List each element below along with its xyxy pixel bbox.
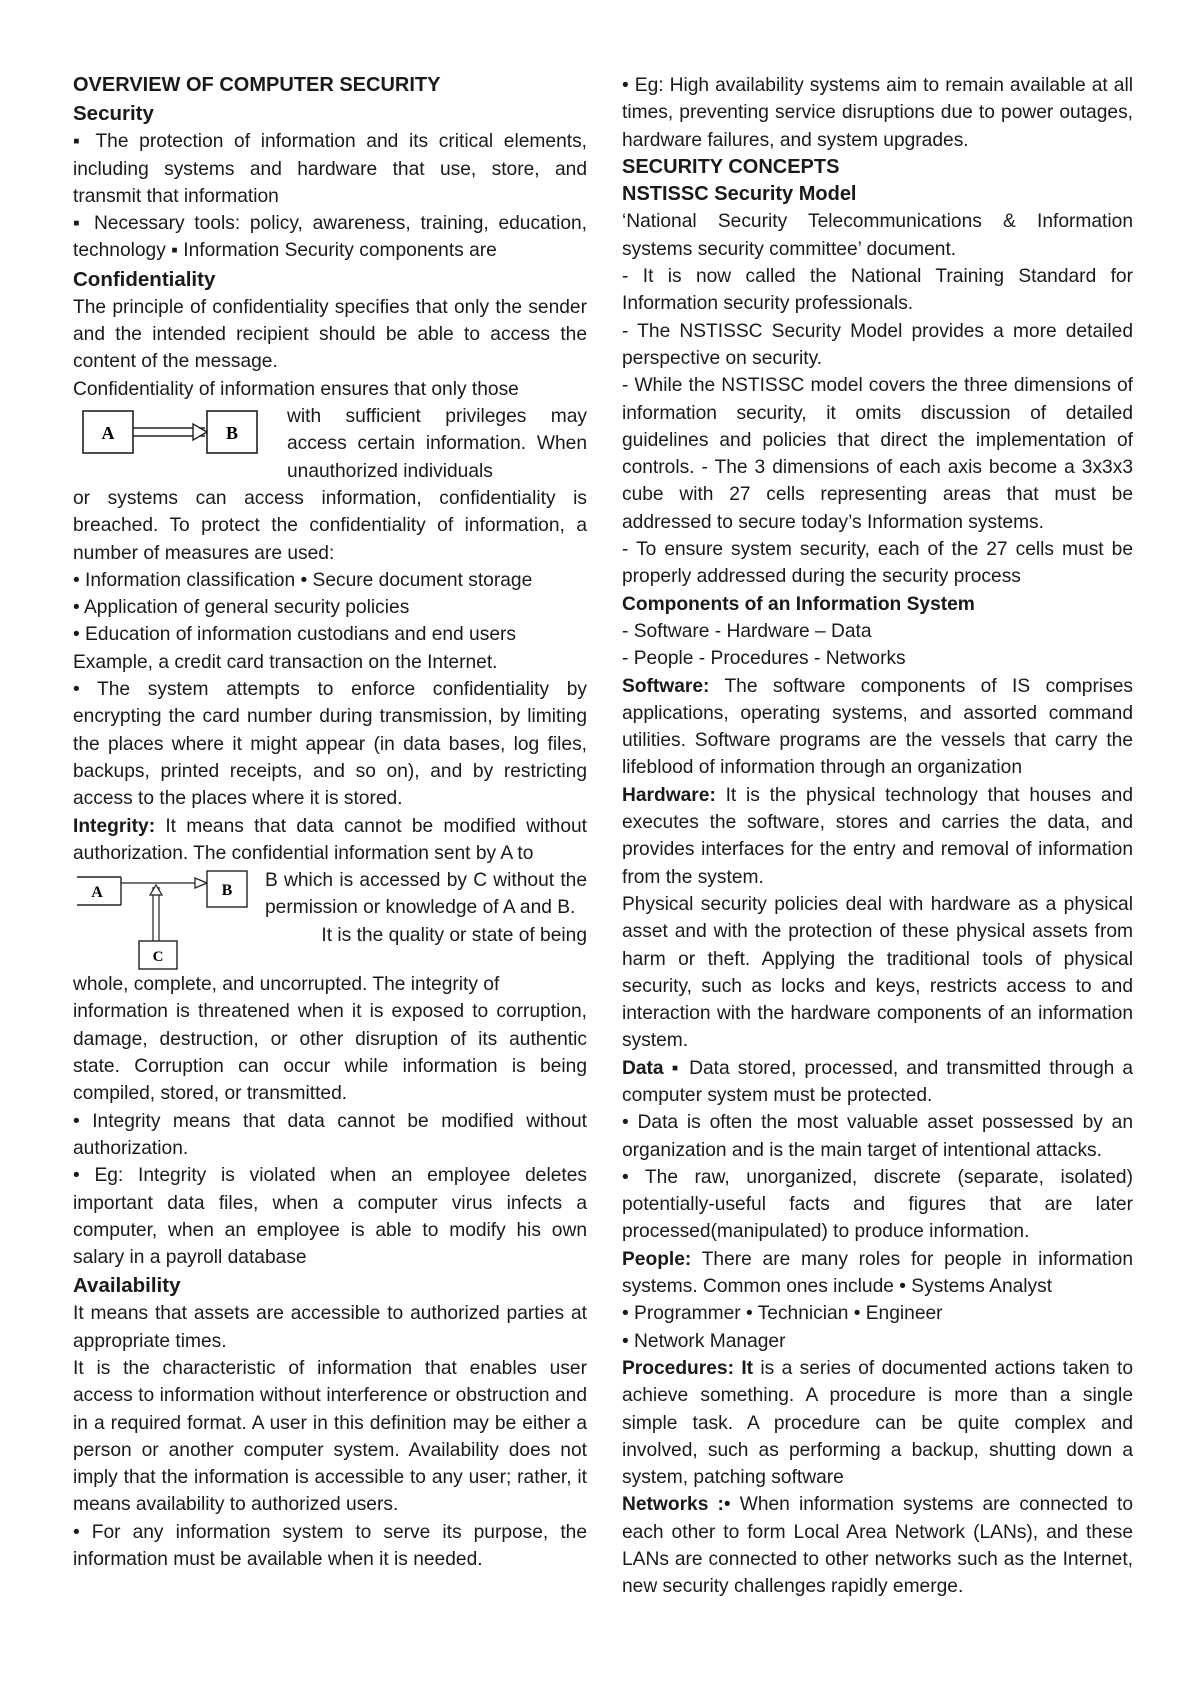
physical-security-paragraph: Physical security policies deal with hardware as a physical asset and with the protection of these physical assets from harm or theft. Applying the traditional tools of physical security, such as locks and keys, restricts access to and interaction with the hardware components of an information system. — [622, 893, 1133, 1052]
confidentiality-intro: Confidentiality of information ensures that only those — [73, 378, 519, 400]
hardware-paragraph — [622, 782, 1133, 891]
integrity-label: Integrity: — [73, 815, 156, 837]
data-text: ▪ Data stored, processed, and transmitted through a computer system must be protected. — [622, 1057, 1133, 1106]
integrity-wrap-text: B which is accessed by C without the permission or knowledge of A and B. — [265, 870, 587, 919]
page-title: OVERVIEW OF COMPUTER SECURITY — [73, 74, 441, 96]
data-bullet: • Data is often the most valuable asset possessed by an organization and is the main target of intentional attacks. — [622, 1112, 1133, 1161]
hardware-text: It is the physical technology that houses and executes the software, stores and carries the data, and provides interfaces for the entry and removal of information from the system. — [622, 784, 1133, 888]
components-list-line: - Software - Hardware – Data — [622, 620, 872, 642]
networks-label: Networks : — [622, 1494, 724, 1516]
software-text: The software components of IS comprises applications, operating systems, and assorted command utilities. Software programs are the vessels that carry the lifeblood of information through an organization — [622, 675, 1133, 779]
integrity-wrap-text-2: It is the quality or state of being — [321, 924, 587, 946]
networks-text: • When information systems are connected to each other to form Local Area Network (LANs), and these LANs are connected to other networks such as the Internet, new security challenges rapidly emerge. — [622, 1494, 1134, 1598]
confidentiality-diagram-svg — [73, 403, 287, 485]
availability-heading: Availability — [73, 1274, 181, 1298]
integrity-example-bullet: • Eg: Integrity is violated when an employee deletes important data files, when a computer virus infects a computer, when an employee is able to modify his own salary in a payroll database — [73, 1165, 587, 1269]
measure-item: • Information classification • Secure document storage — [73, 569, 533, 591]
components-list-line: - People - Procedures - Networks — [622, 648, 906, 670]
model-paragraph: - To ensure system security, each of the 27 cells must be properly addressed during the security process — [622, 539, 1133, 588]
software-label: Software: — [622, 675, 710, 697]
arrow-head — [193, 424, 207, 440]
integrity-text: It means that data cannot be modified without authorization. The confidential information sent by A to — [73, 815, 587, 864]
box-a-label: A — [91, 884, 103, 902]
software-paragraph — [622, 673, 1133, 782]
availability-paragraph: It means that assets are accessible to authorized parties at appropriate times. — [73, 1303, 587, 1352]
example-line: Example, a credit card transaction on the Internet. — [73, 651, 498, 673]
people-text: There are many roles for people in information systems. Common ones include • Systems Analyst — [622, 1248, 1133, 1298]
data-bullet: • The raw, unorganized, discrete (separate, isolated) potentially-useful facts and figures that are later processed(manipulated) to produce information. — [622, 1166, 1133, 1243]
integrity-threat-paragraph: information is threatened when it is exposed to corruption, damage, destruction, or other disruption of its authentic state. Corruption can occur while information is being compiled, stored, or transmitted. — [73, 1001, 587, 1105]
procedures-paragraph — [622, 1355, 1133, 1491]
confidentiality-wrap-text: with sufficient privileges may access certain information. When unauthorized individuals — [287, 405, 587, 482]
integrity-diagram — [73, 867, 265, 971]
integrity-paragraph — [73, 813, 587, 868]
confidentiality-continued: or systems can access information, confidentiality is breached. To protect the confidentiality of information, a number of measures are used: — [73, 487, 587, 564]
data-label: Data — [622, 1057, 664, 1079]
security-paragraph: ▪ The protection of information and its critical elements, including systems and hardware that use, store, and transmit that information — [73, 131, 587, 207]
model-paragraph: - It is now called the National Training Standard for Information security professionals. — [622, 266, 1133, 315]
c-arrow-head — [150, 885, 162, 895]
integrity-diagram-svg — [73, 867, 265, 971]
data-paragraph — [622, 1055, 1133, 1110]
box-c-label: C — [152, 949, 164, 966]
components-heading: Components of an Information System — [622, 593, 975, 615]
security-heading: Security — [73, 102, 154, 126]
confidentiality-diagram — [73, 403, 287, 485]
example-bullet: • The system attempts to enforce confidentiality by encrypting the card number during transmission, by limiting the places where it might appear (in data bases, log files, backups, printed receipts, and so on), and by restricting access to the places where it is stored. — [73, 679, 587, 810]
model-paragraph: - The NSTISSC Security Model provides a more detailed perspective on security. — [622, 320, 1133, 369]
left-column — [73, 72, 587, 1573]
box-b-label: B — [221, 882, 233, 900]
people-roles-line: • Network Manager — [622, 1330, 786, 1352]
security-tools-paragraph: ▪ Necessary tools: policy, awareness, training, education, technology ▪ Information Security components are — [73, 213, 587, 262]
availability-example: • Eg: High availability systems aim to remain available at all times, preventing service disruptions due to power outages, hardware failures, and system upgrades. — [622, 75, 1133, 151]
security-concepts-heading: SECURITY CONCEPTS — [622, 155, 840, 178]
model-paragraph: ‘National Security Telecommunications & Information systems security committee’ document. — [622, 211, 1133, 260]
measure-item: • Application of general security policies — [73, 597, 410, 619]
availability-bullet: • For any information system to serve its purpose, the information must be available when it is needed. — [73, 1521, 587, 1571]
a-to-b-arrow-head — [195, 878, 207, 888]
confidentiality-heading: Confidentiality — [73, 267, 216, 291]
nstissc-model-heading: NSTISSC Security Model — [622, 183, 857, 206]
box-b-label: B — [225, 422, 239, 443]
right-column — [622, 72, 1133, 1601]
integrity-bullet: • Integrity means that data cannot be modified without authorization. — [73, 1110, 587, 1159]
model-paragraph: - While the NSTISSC model covers the three dimensions of information security, it omits discussion of detailed guidelines and policies that direct the implementation of controls. - The 3 dimensions of each axis become a 3x3x3 cube with 27 cells representing areas that must be addressed to secure today’s Information systems. — [622, 375, 1133, 533]
hardware-label: Hardware: — [622, 784, 716, 806]
people-label: People: — [622, 1248, 692, 1270]
availability-definition: It is the characteristic of information that enables user access to information without interference or obstruction and in a required format. A user in this definition may be either a person or another computer system. Availability does not imply that the information is accessible to any user; rather, it means availability to authorized users. — [73, 1357, 587, 1516]
networks-paragraph — [622, 1491, 1133, 1600]
people-paragraph — [622, 1246, 1133, 1301]
box-a-label: A — [101, 422, 115, 443]
procedures-label: Procedures: It — [622, 1357, 754, 1379]
confidentiality-paragraph: The principle of confidentiality specifies that only the sender and the intended recipient should be able to access the content of the message. — [73, 296, 587, 373]
procedures-text: is a series of documented actions taken to achieve something. A procedure is more than a single simple task. A procedure can be quite complex and involved, such as performing a backup, shutting down a system, patching software — [622, 1357, 1133, 1489]
integrity-after-diagram: whole, complete, and uncorrupted. The integrity of — [73, 974, 500, 996]
people-roles-line: • Programmer • Technician • Engineer — [622, 1303, 943, 1325]
measure-item: • Education of information custodians and end users — [73, 624, 516, 646]
